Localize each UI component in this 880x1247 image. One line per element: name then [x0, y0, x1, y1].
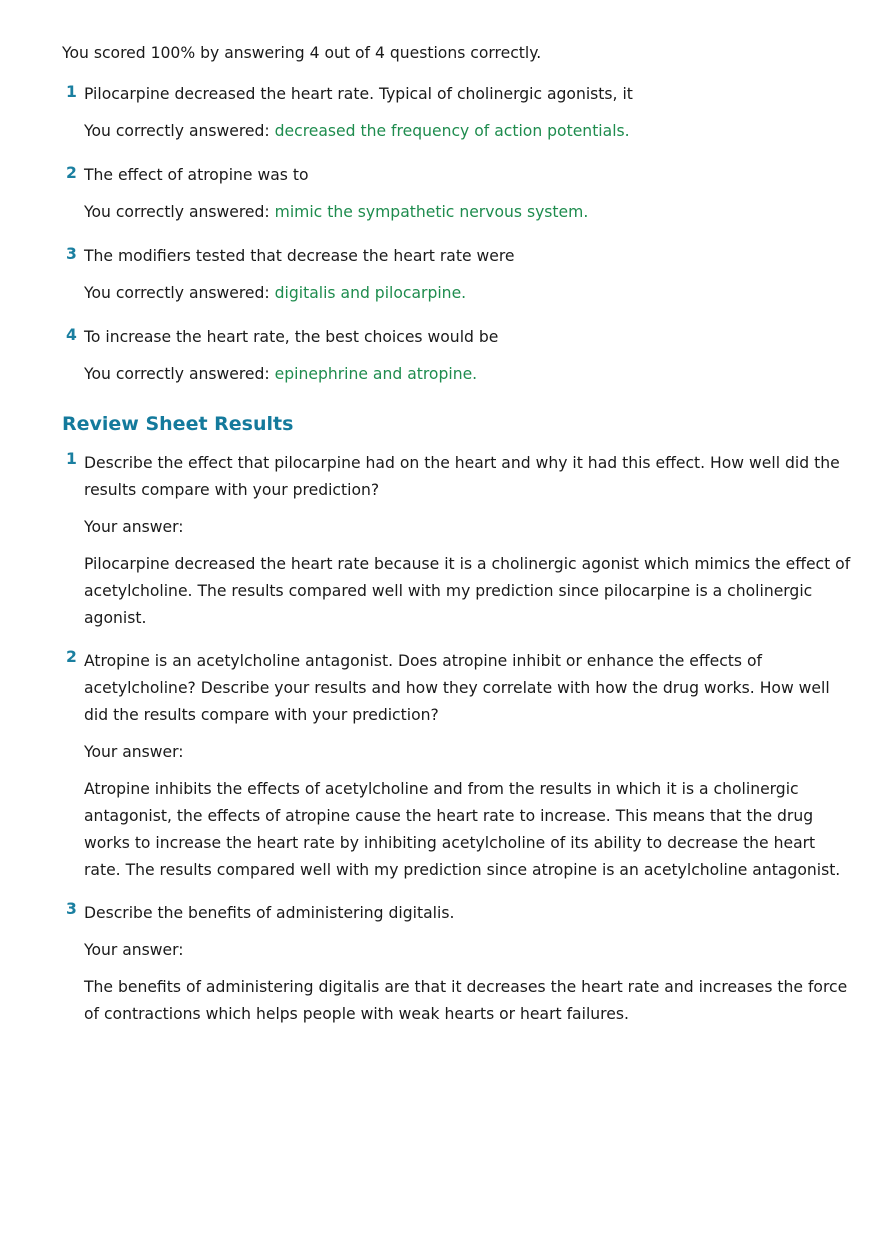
question-number: 1 [66, 450, 77, 468]
correct-answer: decreased the frequency of action potentials. [274, 122, 630, 140]
answer-prefix: You correctly answered: [84, 203, 275, 221]
answer-prefix: You correctly answered: [84, 122, 275, 140]
correct-answer: digitalis and pilocarpine. [274, 284, 467, 302]
question-number: 2 [66, 648, 77, 666]
quiz-results [62, 83, 842, 407]
answer-line [84, 120, 842, 142]
your-answer-label: Your answer: [84, 743, 184, 761]
quiz-item [62, 326, 842, 407]
question-text: The modifiers tested that decrease the heart rate were [84, 247, 515, 265]
question-number: 2 [66, 164, 77, 182]
question-number: 4 [66, 326, 77, 344]
question-text: The effect of atropine was to [84, 166, 309, 184]
review-item [62, 450, 852, 632]
answer-prefix: You correctly answered: [84, 365, 275, 383]
quiz-item [62, 164, 842, 245]
review-item [62, 648, 852, 884]
review-question: Describe the benefits of administering digitalis. [84, 904, 455, 922]
question-number: 3 [66, 900, 77, 918]
your-answer-label: Your answer: [84, 941, 184, 959]
review-question: Atropine is an acetylcholine antagonist. Does atropine inhibit or enhance the effects of acetylcholine? Describe your results and how they correlate with how the drug works. How well did the results compare with your prediction? [84, 652, 830, 724]
question-text: Pilocarpine decreased the heart rate. Typical of cholinergic agonists, it [84, 85, 633, 103]
review-results [62, 450, 852, 1044]
review-question: Describe the effect that pilocarpine had on the heart and why it had this effect. How well did the results compare with your prediction? [84, 454, 840, 499]
answer-line [84, 363, 842, 385]
review-item [62, 900, 852, 1028]
review-answer: The benefits of administering digitalis are that it decreases the heart rate and increases the force of contractions which helps people with weak hearts or heart failures. [84, 978, 848, 1023]
review-answer: Atropine inhibits the effects of acetylcholine and from the results in which it is a cholinergic antagonist, the effects of atropine cause the heart rate to increase. This means that the drug works to increase the heart rate by inhibiting acetylcholine of its ability to decrease the heart rate. The results compared well with my prediction since atropine is an acetylcholine antagonist. [84, 780, 841, 879]
correct-answer: epinephrine and atropine. [274, 365, 478, 383]
question-text: To increase the heart rate, the best choices would be [84, 328, 499, 346]
answer-line [84, 282, 842, 304]
review-sheet-heading: Review Sheet Results [62, 413, 294, 435]
score-summary: You scored 100% by answering 4 out of 4 questions correctly. [62, 44, 542, 62]
correct-answer: mimic the sympathetic nervous system. [274, 203, 589, 221]
question-number: 1 [66, 83, 77, 101]
quiz-item [62, 83, 842, 164]
answer-prefix: You correctly answered: [84, 284, 275, 302]
question-number: 3 [66, 245, 77, 263]
review-answer: Pilocarpine decreased the heart rate because it is a cholinergic agonist which mimics the effect of acetylcholine. The results compared well with my prediction since pilocarpine is a cholinergic agonist. [84, 555, 851, 627]
your-answer-label: Your answer: [84, 518, 184, 536]
quiz-item [62, 245, 842, 326]
answer-line [84, 201, 842, 223]
